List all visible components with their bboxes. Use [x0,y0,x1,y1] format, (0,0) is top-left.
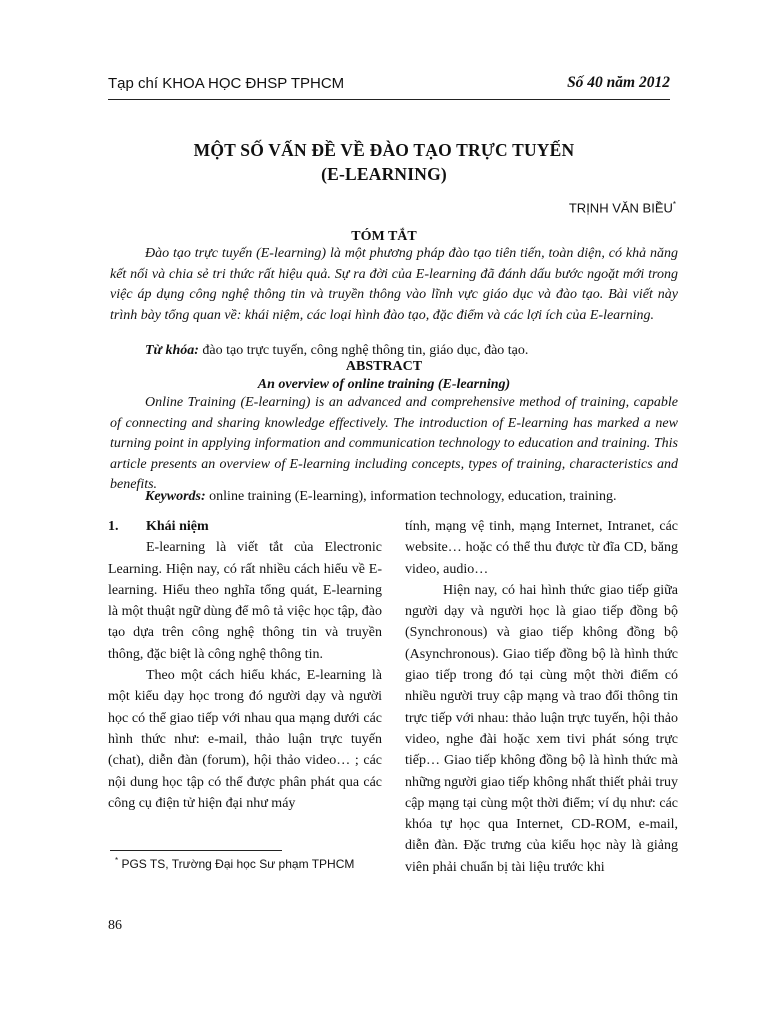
header-divider [108,99,670,100]
author-footnote-mark: * [672,200,676,209]
keywords-vi-label: Từ khóa: [145,343,199,358]
article-title-line1: MỘT SỐ VẤN ĐỀ VỀ ĐÀO TẠO TRỰC TUYẾN [193,140,575,160]
abstract-vi-body [110,244,678,326]
issue-number: Số 40 năm 2012 [567,74,670,91]
abstract-en-subtitle: An overview of online training (E-learning) [257,377,511,392]
paragraph-text: Theo một cách hiểu khác, E-learning là một kiểu dạy học trong đó người dạy và người học có thể giao tiếp với nhau qua mạng dưới các hình thức như: e-mail, thảo luận trực tuyến (chat), diễn đàn (forum), hội thảo video… ; các nội dung học tập có thể được phân phát qua các công cụ điện tử hiện đại như máy [108,668,382,811]
paragraph-text: tính, mạng vệ tinh, mạng Internet, Intranet, các website… hoặc có thể thu được từ đĩa CD, băng video, audio… [405,519,678,577]
keywords-en-label: Keywords: [145,489,206,504]
abstract-en-text: Online Training (E-learning) is an advanced and comprehensive method of training, capable of connecting and sharing knowledge effectively. The introduction of E-learning has marked a new turning point in applying information and communication technology to education and training. This article presents an overview of E-learning including concepts, types of training, characteristics and benefits. [110,395,678,492]
footnote-text: PGS TS, Trường Đại học Sư phạm TPHCM [118,857,355,871]
section-heading [108,516,382,537]
paragraph [405,516,678,580]
author [569,200,676,215]
paragraph [108,665,382,814]
section-number: 1. [108,519,119,534]
author-name: TRỊNH VĂN BIỀU [568,200,673,216]
abstract-en-heading: ABSTRACT [345,359,423,374]
article-title-line2: (E-LEARNING) [321,164,447,184]
keywords-en-text: online training (E-learning), information technology, education, training. [205,489,617,504]
abstract-vi-text: Đào tạo trực tuyến (E-learning) là một phương pháp đào tạo tiên tiến, toàn diện, có khả năng kết nối và chia sẻ tri thức rất hiệu quả. Sự ra đời của E-learning đã đánh dấu bước ngoặt mới trong việc áp dụng công nghệ thông tin và truyền thông vào lĩnh vực giáo dục và đào tạo. Bài viết này trình bày tổng quan về: khái niệm, các loại hình đào tạo, đặc điểm và các lợi ích của E-learning. [110,246,678,323]
keywords-vi-text: đào tạo trực tuyến, công nghệ thông tin, giáo dục, đào tạo. [198,343,529,358]
paragraph-text: E-learning là viết tắt của Electronic Learning. Hiện nay, có rất nhiều cách hiểu về E-learning. Hiểu theo nghĩa tổng quát, E-learning là một thuật ngữ dùng để mô tả việc học tập, đào tạo dựa trên công nghệ thông tin và truyền thông, đặc biệt là công nghệ thông tin. [108,540,382,662]
page-number: 86 [108,918,122,933]
abstract-en-body [110,393,678,496]
abstract-vi-heading: TÓM TẮT [351,229,417,244]
footnote [115,856,354,871]
section-title: Khái niệm [146,519,209,534]
keywords-en [145,487,678,507]
footnote-divider [110,850,282,851]
paragraph-text: Hiện nay, có hai hình thức giao tiếp giữa người dạy và người học là giao tiếp đồng bộ (Synchronous) và giao tiếp không đồng bộ (Asynchronous). Giao tiếp đồng bộ là hình thức giao tiếp trong đó tại cùng một thời điểm có nhiều người truy cập mạng và trao đổi thông tin trực tiếp với nhau: thảo luận trực tuyến, hội thảo video, nghe đài hoặc xem tivi phát sóng trực tiếp… Giao tiếp không đồng bộ là hình thức mà những người giao tiếp không nhất thiết phải truy cập mạng tại cùng một thời điểm; ví dụ như: các khóa tự học qua Internet, CD-ROM, e-mail, diễn đàn. Đặc trưng của kiểu học này là giảng viên phải chuẩn bị tài liệu trước khi [405,582,678,875]
footnote-mark: * [115,856,119,865]
keywords-vi [145,341,678,361]
left-column [108,516,382,814]
paragraph [405,580,678,878]
paragraph [108,537,382,665]
right-column [405,516,678,878]
journal-name: Tạp chí KHOA HỌC ĐHSP TPHCM [108,75,345,92]
